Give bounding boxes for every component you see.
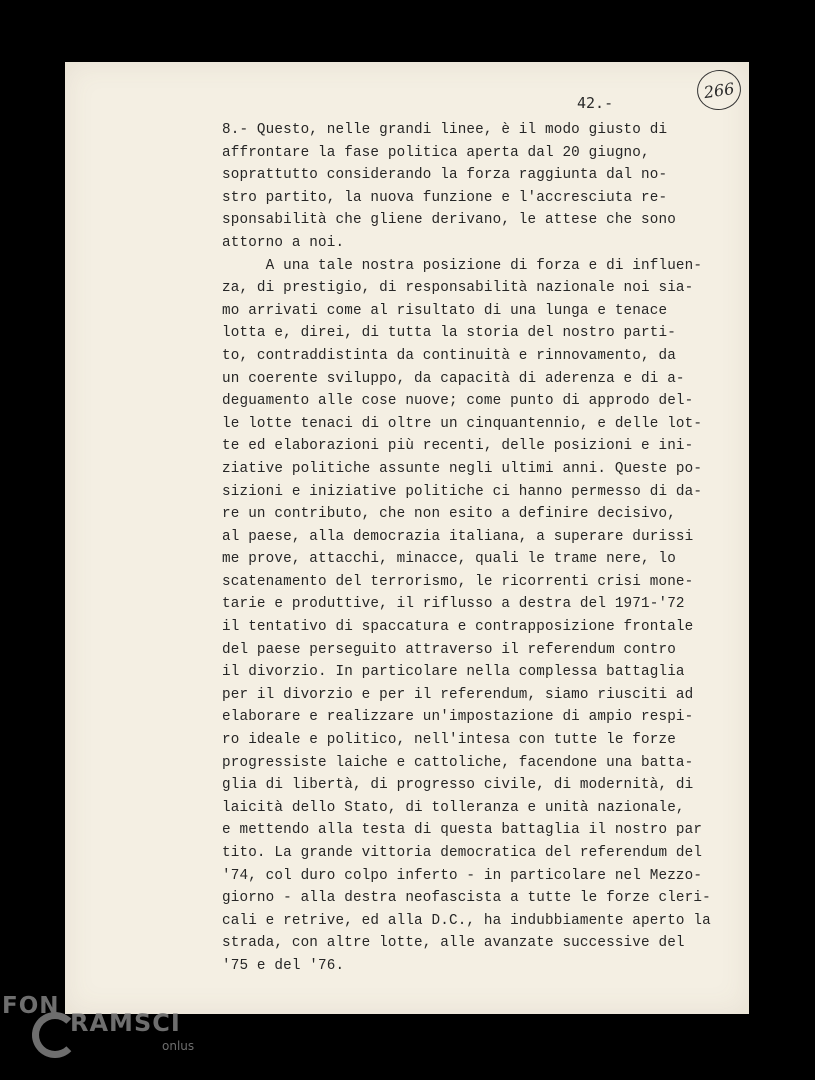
text-line: sizioni e iniziative politiche ci hanno permesso di da- [222,483,703,500]
text-line: progressiste laiche e cattoliche, facendone una batta- [222,754,694,771]
text-line: te ed elaborazioni più recenti, delle posizioni e ini- [222,438,694,455]
text-line: un coerente sviluppo, da capacità di aderenza e di a- [222,370,685,387]
text-line: tarie e produttive, il riflusso a destra del 1971-'72 [222,596,685,613]
text-line: sponsabilità che gliene derivano, le attese che sono [222,212,676,229]
text-line: 8.- Questo, nelle grandi linee, è il modo giusto di [222,122,668,138]
text-line: mo arrivati come al risultato di una lunga e tenace [222,302,668,319]
text-line: attorno a noi. [222,234,345,251]
logo-top-text: FON [2,993,60,1019]
text-line: il divorzio. In particolare nella complessa battaglia [222,664,685,681]
text-line: A una tale nostra posizione di forza e di influen- [222,257,703,274]
text-line: giorno - alla destra neofascista a tutte le forze cleri- [222,890,711,907]
text-line: za, di prestigio, di responsabilità nazionale noi sia- [222,280,694,297]
text-line: affrontare la fase politica aperta dal 20 giugno, [222,144,650,161]
text-line: per il divorzio e per il referendum, siamo riusciti ad [222,686,694,703]
text-line: elaborare e realizzare un'impostazione di ampio respi- [222,709,694,726]
text-line: ro ideale e politico, nell'intesa con tutte le forze [222,732,676,749]
text-line: laicità dello Stato, di tolleranza e unità nazionale, [222,799,685,816]
text-line: del paese perseguito attraverso il referendum contro [222,641,676,658]
text-line: '75 e del '76. [222,957,345,974]
text-line: lotta e, direi, di tutta la storia del nostro parti- [222,325,676,342]
archive-number: 266 [702,78,736,102]
fondazione-gramsci-logo [0,990,210,1080]
page-number: 42.- [577,94,614,112]
text-line: stro partito, la nuova funzione e l'accresciuta re- [222,189,668,206]
text-line: e mettendo alla testa di questa battaglia il nostro par [222,822,703,839]
text-line: ziative politiche assunte negli ultimi anni. Queste po- [222,460,703,477]
text-line: scatenamento del terrorismo, le ricorrenti crisi mone- [222,573,694,590]
text-line: cali e retrive, ed alla D.C., ha indubbiamente aperto la [222,912,711,929]
text-line: glia di libertà, di progresso civile, di modernità, di [222,777,694,794]
text-line: al paese, alla democrazia italiana, a superare durissi [222,528,694,545]
text-line: le lotte tenaci di oltre un cinquantennio, e delle lot- [222,415,703,432]
text-line: tito. La grande vittoria democratica del referendum del [222,845,703,861]
text-line: '74, col duro colpo inferto - in particolare nel Mezzo- [222,867,703,884]
text-line: re un contributo, che non esito a definire decisivo, [222,506,676,523]
text-line: il tentativo di spaccatura e contrapposizione frontale [222,619,694,636]
logo-sub-text: onlus [162,1039,195,1053]
text-line: strada, con altre lotte, alle avanzate successive del [222,935,685,952]
text-line: soprattutto considerando la forza raggiunta dal no- [222,167,668,184]
logo-main-text: RAMSCI [70,1009,181,1037]
typed-text-body [222,119,711,978]
text-line: deguamento alle cose nuove; come punto di approdo del- [222,393,694,410]
text-line: me prove, attacchi, minacce, quali le trame nere, lo [222,551,676,568]
text-line: to, contraddistinta da continuità e rinnovamento, da [222,347,676,364]
